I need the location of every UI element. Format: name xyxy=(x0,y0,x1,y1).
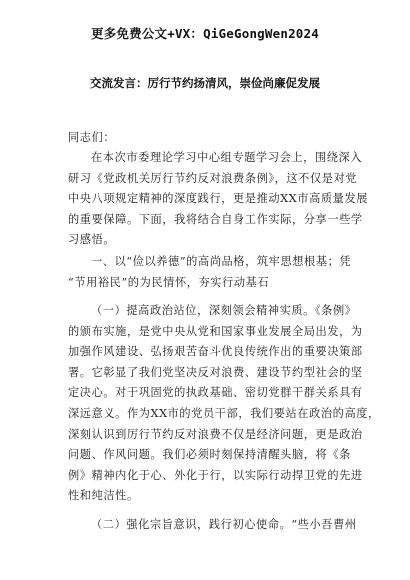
paragraph-line: 问题、作风问题。我们必须时刻保持清醒头脑，将《条 xyxy=(68,448,351,462)
paragraph-line: 深刻认识到厉行节约反对浪费不仅是经济问题，更是政治 xyxy=(68,427,363,441)
paragraph-intro xyxy=(68,148,369,251)
promo-header: 更多免费公文+VX：QiGeGongWen2024 xyxy=(91,26,319,41)
paragraph-line: 研习《党政机关厉行节约反对浪费条例》，这不仅是对党 xyxy=(68,171,358,185)
paragraph-line: 的颁布实施，是党中央从党和国家事业发展全局出发，为 xyxy=(68,324,363,338)
heading-line: “节用裕民”的为民情怀，夯实行动基石 xyxy=(68,275,270,289)
paragraph-line: 中央八项规定精神的深度践行，更是推动XX市高质量发展 xyxy=(68,192,369,206)
document-title: 交流发言：厉行节约扬清风，崇俭尚廉促发展 xyxy=(90,76,320,90)
paragraph-line: 署。它彰显了我们党坚决反对浪费、建设节约型社会的坚 xyxy=(68,365,363,379)
paragraph-line: （一）提高政治站位，深刻领会精神实质。《条例》 xyxy=(91,304,357,317)
paragraph-line: 在本次市委理论学习中心组专题学习会上，围绕深入 xyxy=(91,151,363,164)
paragraph-line: 例》精神内化于心、外化于行，以实际行动捍卫党的先进 xyxy=(68,468,363,482)
paragraph-line: 习感悟。 xyxy=(68,233,116,247)
paragraph-line: 的重要保障。下面，我将结合自身工作实际，分享一些学 xyxy=(68,212,363,226)
paragraph-line: 深远意义。作为XX市的党员干部，我们要站在政治的高度， xyxy=(68,406,380,420)
heading-line: 一、以“俭以养德”的高尚品格，筑牢思想根基；凭 xyxy=(91,255,352,268)
paragraph-line: 定决心。对于巩固党的执政基础、密切党群干群关系具有 xyxy=(68,386,363,400)
paragraph-line: （二）强化宗旨意识，践行初心使命。“些小吾曹州 xyxy=(91,518,357,531)
paragraph-line: 性和纯洁性。 xyxy=(68,489,139,503)
salutation xyxy=(68,128,350,149)
paragraph-section-1-1 xyxy=(68,301,380,507)
section-heading-1 xyxy=(68,252,350,293)
paragraph-section-1-2 xyxy=(68,515,357,536)
salutation-text: 同志们： xyxy=(68,131,116,144)
paragraph-line: 加强作风建设、弘扬艰苦奋斗优良传统作出的重要决策部 xyxy=(68,345,363,359)
